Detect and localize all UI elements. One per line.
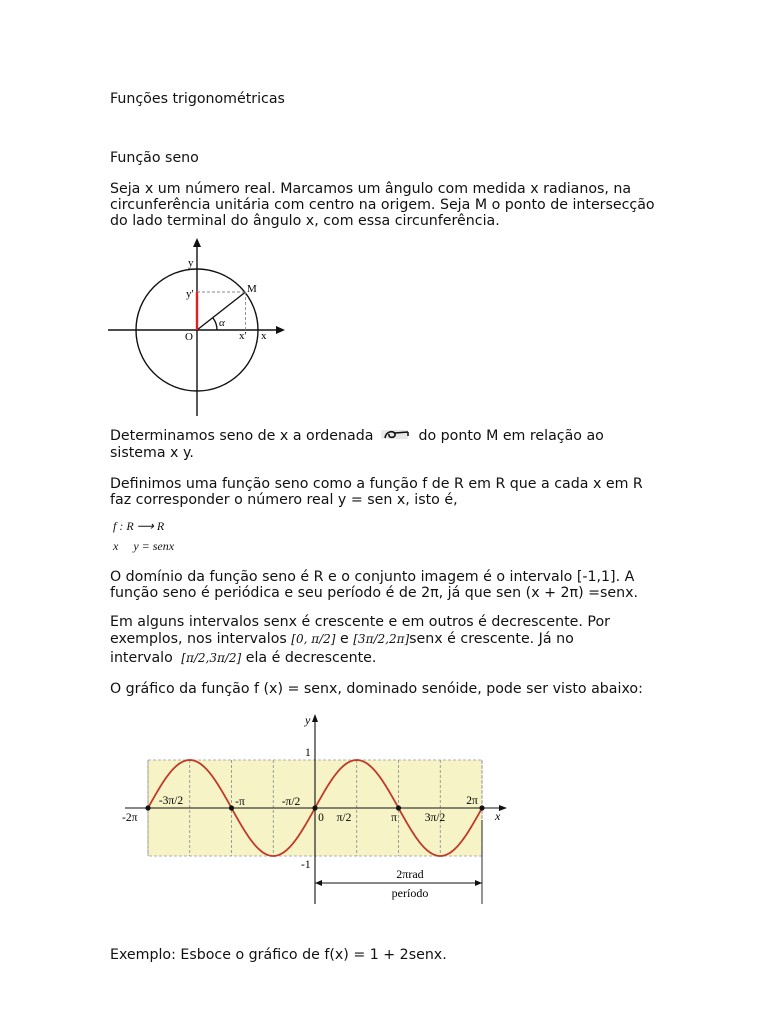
x-proj-label: x' bbox=[239, 330, 247, 342]
y-tick-label: -1 bbox=[301, 859, 311, 871]
x-tick-label: 2π bbox=[466, 795, 478, 807]
y-tick-label: 1 bbox=[305, 747, 311, 759]
y-arrow-icon bbox=[312, 714, 318, 722]
paragraph-line bbox=[110, 428, 604, 445]
data-point bbox=[312, 805, 317, 810]
x-tick-label: -π bbox=[235, 796, 245, 808]
paragraph-line: Exemplo: Esboce o gráfico de f(x) = 1 + 2senx. bbox=[110, 947, 447, 963]
text-fragment: e bbox=[340, 631, 349, 647]
unit-circle-diagram bbox=[105, 238, 295, 420]
section-heading: Função seno bbox=[110, 150, 199, 166]
data-point bbox=[145, 805, 150, 810]
period-arrow-icon bbox=[315, 880, 322, 886]
x-axis-label: x bbox=[495, 809, 501, 823]
x-tick-label: π/2 bbox=[336, 812, 352, 824]
paragraph-line: função seno é periódica e seu período é de 2π, já que sen (x + 2π) =senx. bbox=[110, 585, 639, 601]
paragraph-line bbox=[110, 631, 574, 648]
formula-mapping: f : R ⟶ R bbox=[113, 519, 165, 533]
text-fragment: do ponto M em relação ao bbox=[418, 428, 604, 444]
x-tick-label: 3π/2 bbox=[424, 812, 446, 824]
x-tick-label: -3π/2 bbox=[158, 795, 184, 807]
formula-definition: x y = senx bbox=[113, 539, 175, 553]
paragraph-line: sistema x y. bbox=[110, 445, 194, 461]
y-proj-label: y' bbox=[186, 288, 194, 300]
y-arrow-icon bbox=[193, 238, 201, 247]
period-label: período bbox=[391, 886, 429, 900]
text-fragment: exemplos, nos intervalos bbox=[110, 631, 287, 647]
text-fragment: ela é decrescente. bbox=[245, 650, 377, 666]
data-point bbox=[396, 805, 401, 810]
data-point bbox=[479, 805, 484, 810]
paragraph-line: Seja x um número real. Marcamos um ângulo com medida x radianos, na bbox=[110, 181, 632, 197]
y-axis-label: y bbox=[188, 257, 194, 269]
origin-label: O bbox=[185, 331, 193, 343]
text-fragment: intervalo bbox=[110, 650, 173, 666]
paragraph-line bbox=[110, 650, 376, 667]
x-tick-label: -2π bbox=[122, 812, 138, 824]
x-tick-label: 0 bbox=[318, 812, 324, 824]
x-arrow-icon bbox=[276, 326, 285, 334]
paragraph-line: O gráfico da função f (x) = senx, dominado senóide, pode ser visto abaixo: bbox=[110, 681, 643, 697]
x-tick-label: π bbox=[391, 812, 397, 824]
text-fragment: senx é crescente. Já no bbox=[409, 631, 574, 647]
point-label: M bbox=[247, 283, 257, 295]
ordinate-symbol-icon bbox=[380, 428, 412, 442]
sine-chart bbox=[115, 708, 515, 908]
angle-arc bbox=[213, 318, 217, 330]
period-label: 2πrad bbox=[396, 867, 424, 881]
data-point bbox=[229, 805, 234, 810]
period-arrow-icon bbox=[475, 880, 482, 886]
interval-math: [π/2,3π/2] bbox=[181, 651, 242, 665]
paragraph-line: circunferência unitária com centro na origem. Seja M o ponto de intersecção bbox=[110, 197, 655, 213]
text-fragment: Determinamos seno de x a ordenada bbox=[110, 428, 374, 444]
doc-title: Funções trigonométricas bbox=[110, 91, 285, 107]
y-axis-label: y bbox=[305, 713, 311, 727]
angle-label: α bbox=[219, 317, 225, 329]
paragraph-line: O domínio da função seno é R e o conjunto imagem é o intervalo [-1,1]. A bbox=[110, 569, 635, 585]
paragraph-line: do lado terminal do ângulo x, com essa circunferência. bbox=[110, 213, 500, 229]
interval-math: [3π/2,2π] bbox=[353, 632, 410, 646]
interval-math: [0, π/2] bbox=[291, 632, 336, 646]
paragraph-line: Definimos uma função seno como a função f de R em R que a cada x em R bbox=[110, 476, 643, 492]
x-tick-label: -π/2 bbox=[281, 796, 301, 808]
paragraph-line: faz corresponder o número real y = sen x, isto é, bbox=[110, 492, 458, 508]
x-axis-label: x bbox=[261, 330, 267, 342]
paragraph-line: Em alguns intervalos senx é crescente e em outros é decrescente. Por bbox=[110, 614, 610, 630]
